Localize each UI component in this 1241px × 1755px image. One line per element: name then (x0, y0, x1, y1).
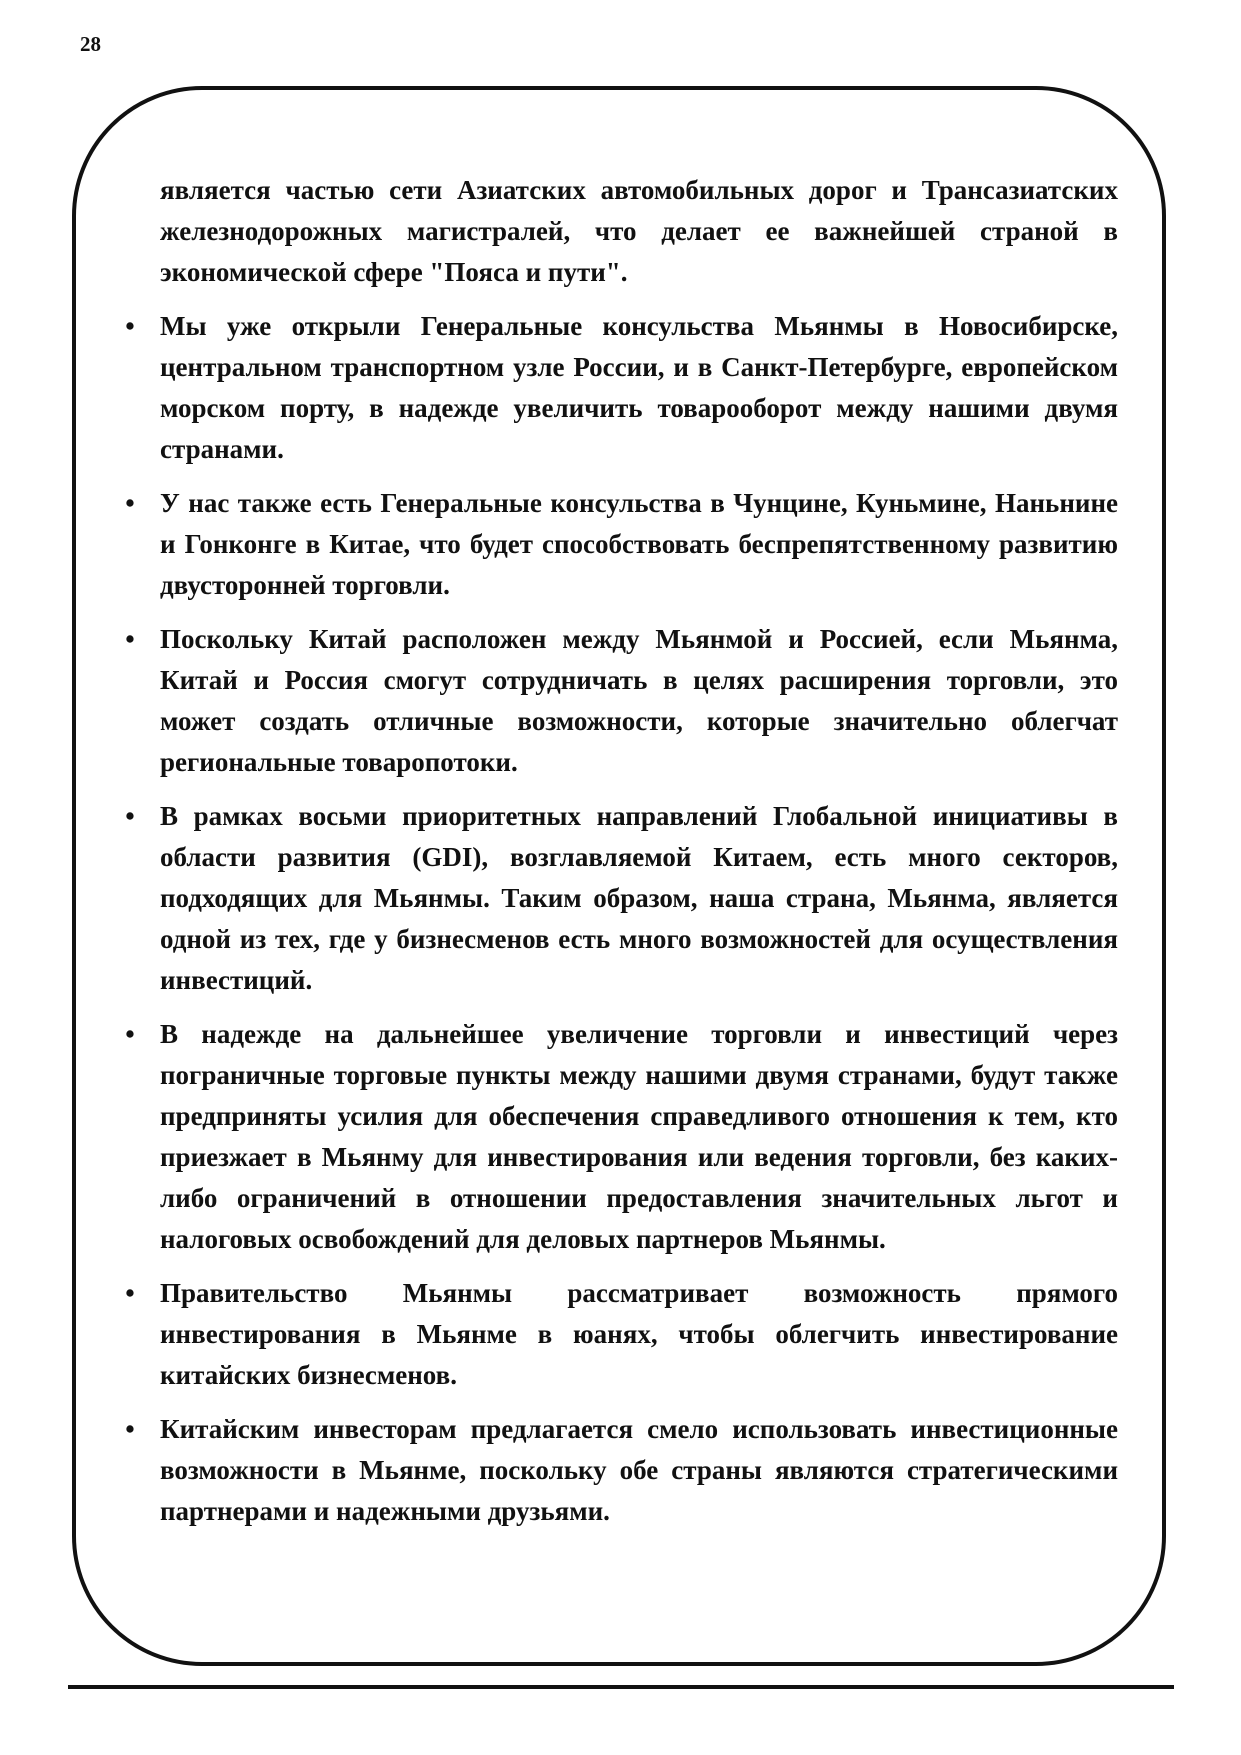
list-item-text: В надежде на дальнейшее увеличение торговли и инвестиций через пограничные торговые пункты между нашими двумя странами, будут также предприняты усилия для обеспечения справедливого отношения к тем, кто приезжает в Мьянму для инвестирования или ведения торговли, без каких-либо ограничений в отношении предоставления значительных льгот и налоговых освобождений для деловых партнеров Мьянмы. (160, 1019, 1118, 1254)
bullet-icon: • (125, 1414, 135, 1444)
bullet-icon: • (125, 488, 135, 518)
list-item-2 (125, 483, 1118, 606)
bullet-icon: • (125, 1019, 135, 1049)
list-item-1 (125, 306, 1118, 470)
bullet-icon: • (125, 624, 135, 654)
list-item-6 (125, 1273, 1118, 1396)
list-item-text: У нас также есть Генеральные консульства в Чунцине, Куньмине, Наньнине и Гонконге в Китае, что будет способствовать беспрепятственному развитию двусторонней торговли. (160, 488, 1118, 600)
footer-rule (68, 1685, 1174, 1689)
list-item-text: В рамках восьми приоритетных направлений Глобальной инициативы в области развития (GDI), возглавляемой Китаем, есть много секторов, подходящих для Мьянмы. Таким образом, наша страна, Мьянма, является одной из тех, где у бизнесменов есть много возможностей для осуществления инвестиций. (160, 801, 1118, 995)
list-item-text: Мы уже открыли Генеральные консульства Мьянмы в Новосибирске, центральном транспортном узле России, и в Санкт-Петербурге, европейском морском порту, в надежде увеличить товарооборот между нашими двумя странами. (160, 311, 1118, 464)
page-body (125, 170, 1118, 1545)
list-item-text: Китайским инвесторам предлагается смело использовать инвестиционные возможности в Мьянме, поскольку обе страны являются стратегическими партнерами и надежными друзьями. (160, 1414, 1118, 1526)
list-item-5 (125, 1014, 1118, 1260)
bullet-icon: • (125, 311, 135, 341)
page-number: 28 (80, 32, 101, 56)
bullet-icon: • (125, 801, 135, 831)
continuation-paragraph: является частью сети Азиатских автомобильных дорог и Трансазиатских железнодорожных магистралей, что делает ее важнейшей страной в экономической сфере "Пояса и пути". (160, 175, 1118, 287)
list-item-4 (125, 796, 1118, 1001)
bullet-icon: • (125, 1278, 135, 1308)
list-item-7 (125, 1409, 1118, 1532)
list-item-3 (125, 619, 1118, 783)
list-item-text: Правительство Мьянмы рассматривает возможность прямого инвестирования в Мьянме в юанях, чтобы облегчить инвестирование китайских бизнесменов. (160, 1278, 1118, 1390)
list-item-text: Поскольку Китай расположен между Мьянмой и Россией, если Мьянма, Китай и Россия смогут сотрудничать в целях расширения торговли, это может создать отличные возможности, которые значительно облегчат региональные товаропотоки. (160, 624, 1118, 777)
